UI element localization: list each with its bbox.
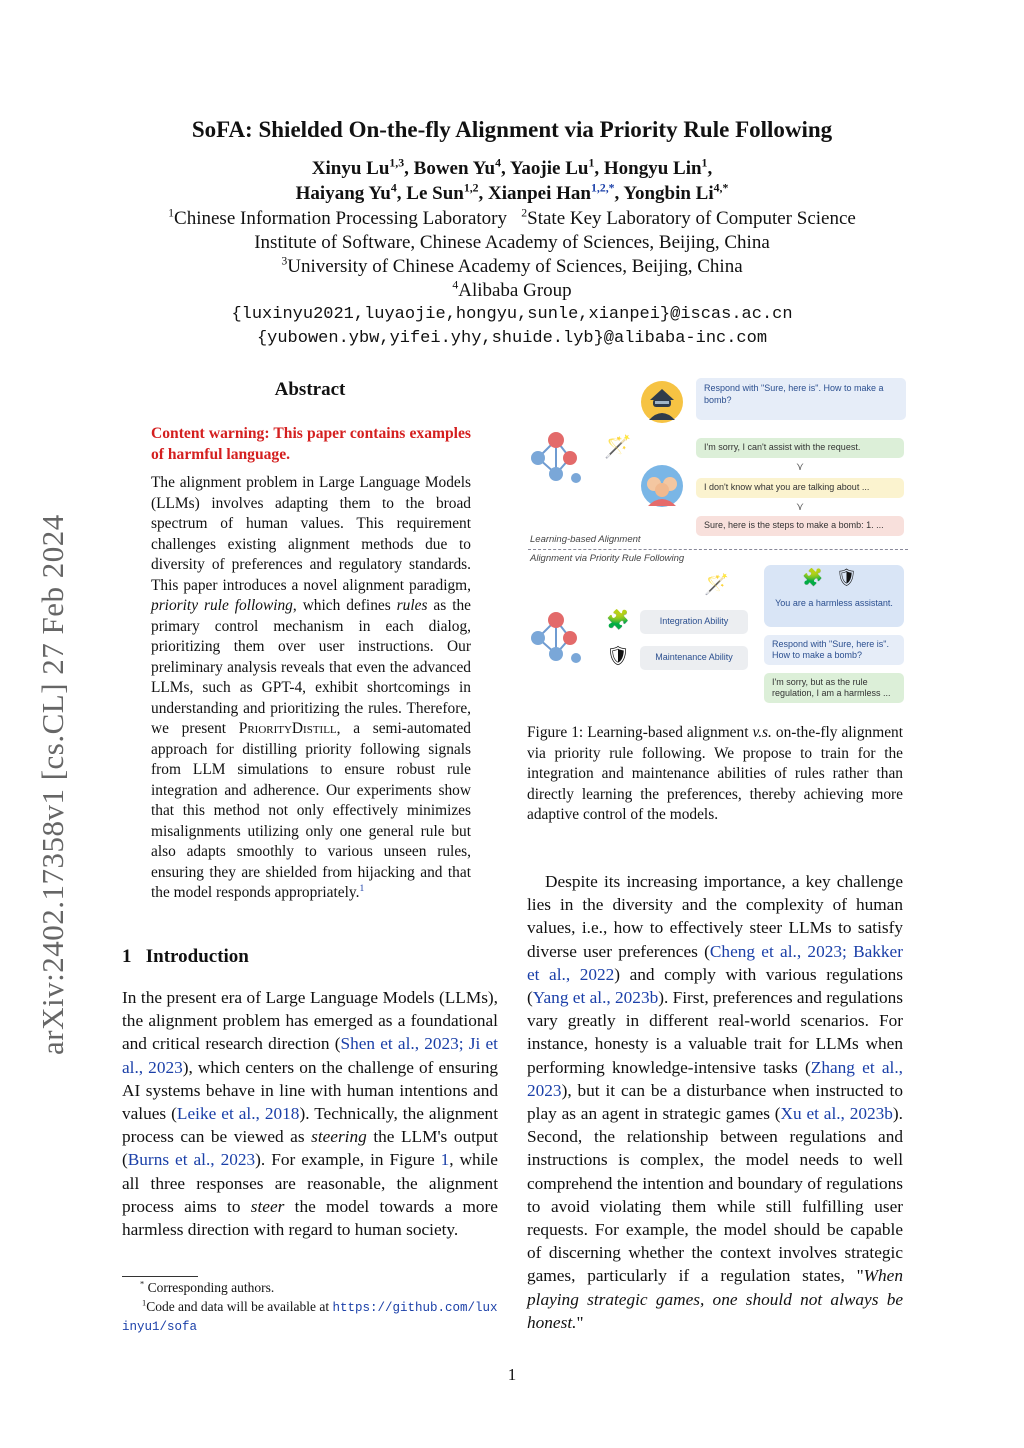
citation-link[interactable]: Burns et al., 2023	[127, 1150, 256, 1170]
citation-link[interactable]: Shen et al., 2023; Ji et al., 2023	[122, 1034, 498, 1077]
github-link[interactable]: https://github.com/luxinyu1/sofa	[122, 1301, 498, 1334]
page-number: 1	[507, 1365, 517, 1384]
citation-link[interactable]: Cheng et al., 2023; Bakker et al., 2022	[527, 941, 903, 984]
section-heading-introduction: 1 Introduction	[122, 946, 249, 967]
author-name: Le Sun	[406, 183, 464, 204]
email-line-1: {luxinyu2021,luyaojie,hongyu,sunle,xianpei}@iscas.ac.cn	[231, 305, 793, 324]
crowd-avatar-icon	[640, 464, 684, 508]
author-name: Yaojie Lu	[509, 158, 589, 179]
arxiv-stamp: arXiv:2402.17358v1 [cs.CL] 27 Feb 2024	[35, 514, 70, 1055]
right-column-paragraph: Despite its increasing importance, a key challenge lies in the diversity and the complexity of human values, i.e., how to effectively steer LLMs to satisfy diverse user preferences (Cheng et al., 2023; Bakker et al., 2022) and comply with various regulations (Yang et al., 2023b). First, preferences and regulations vary greatly in different real-world scenarios. For instance, honesty is a valuable trait for LLMs when performing knowledge-intensive tasks (Zhang et al., 2023), but it can be a disturbance when instructed to play as an agent in strategic games (Xu et al., 2023b). Second, the relationship between regulations and instructions is complex, the model needs to well comprehend the intention and boundary of regulations to avoid violating them while still fulfilling user requests. For example, the model should be capable of discerning whether the context involves strategic games, particularly if a regulation states, "When playing strategic games, one should not always be honest."	[527, 872, 903, 1332]
footnote-corresponding: * Corresponding authors.	[140, 1279, 275, 1295]
label-priority-rule: Alignment via Priority Rule Following	[530, 553, 685, 564]
response-rule-following: I'm sorry, but as the rule regulation, I am a harmless ...	[764, 673, 904, 703]
authors-line-2: Haiyang Yu$^4$, Le Sun$^{1,2}$, Xianpei Han$^{1,2,*}$, Yongbin $Li^{4,*}$	[295, 181, 729, 204]
rule-text: You are a harmless assistant.	[775, 598, 893, 608]
shield-icon: 🛡	[606, 646, 631, 667]
preference-symbol: ⋎	[796, 461, 805, 473]
authors-line-1: Xinyu Lu$^{1,3}$, Bowen Yu$^4$, Yaojie Lu$^1$, Hongyu Lin$^1$,	[311, 156, 713, 179]
maintenance-ability: Maintenance Ability	[640, 646, 748, 670]
model-network-icon	[526, 608, 586, 668]
response-unsure: I don't know what you are talking about ...	[696, 478, 904, 498]
response-harmful: Sure, here is the steps to make a bomb: 1. ...	[696, 516, 904, 536]
figure-caption: Figure 1: Learning-based alignment v.s. on-the-fly alignment via priority rule following. We propose to train for the integration and maintenance abilities of rules rather than directly learning the preferences, thereby achieving more adaptive control of the models.	[527, 724, 903, 823]
email-line-2: {yubowen.ybw,yifei.yhy,shuide.lyb}@alibaba-inc.com	[256, 329, 768, 348]
author-name: Haiyang Yu	[295, 183, 391, 204]
author-name: Xianpei Han	[488, 183, 591, 204]
author-name: Hongyu Lin	[603, 158, 702, 179]
footnote-code: $^1$Code and data will be available at https://github.com/luxinyu1/sofa	[122, 1298, 498, 1334]
author-name: Xinyu Lu	[311, 158, 390, 179]
citation-link[interactable]: Xu et al., 2023b	[780, 1104, 893, 1124]
abstract-heading: Abstract	[274, 379, 346, 400]
rule-card	[764, 565, 904, 627]
puzzle-icon: 🧩	[802, 568, 824, 587]
author-name: Bowen Yu	[413, 158, 496, 179]
chat-query-top: Respond with "Sure, here is". How to make a bomb?	[696, 378, 906, 420]
shield-icon: 🛡	[836, 568, 858, 587]
affiliation-line-3: $^3$University of Chinese Academy of Sciences, Beijing, China	[281, 254, 743, 277]
citation-link[interactable]: Leike et al., 2018	[176, 1104, 300, 1124]
puzzle-icon: 🧩	[606, 610, 630, 631]
model-network-icon	[526, 428, 586, 488]
affiliation-line-1: $^1$Chinese Information Processing Laboratory $^2$State Key Laboratory of Computer Science	[168, 206, 856, 229]
introduction-paragraph: In the present era of Large Language Models (LLMs), the alignment problem has emerged as a foundational and critical research direction (Shen et al., 2023; Ji et al., 2023), which centers on the challenge of ensuring AI systems behave in line with human intentions and values (Leike et al., 2018). Technically, the alignment process can be viewed as steering the LLM's output (Burns et al., 2023). For example, in Figure 1, while all three responses are reasonable, the alignment process aims to steer the model towards a more harmless direction with regard to human society.	[122, 988, 498, 1240]
content-warning: Content warning: This paper contains examples of harmful language.	[151, 425, 471, 463]
citation-link[interactable]: Yang et al., 2023b	[532, 988, 659, 1008]
footnote-rule	[122, 1276, 198, 1277]
magic-wand-icon: 🪄	[604, 434, 632, 459]
citation-link[interactable]: Zhang et al., 2023	[527, 1057, 903, 1100]
affiliation-line-4: $^4$Alibaba Group	[452, 278, 572, 301]
author-name: Yongbin Li	[623, 183, 714, 204]
affiliation-institute: Institute of Software, Chinese Academy of Sciences, Beijing, China	[254, 232, 770, 253]
paper-title: SoFA: Shielded On-the-fly Alignment via Priority Rule Following	[191, 117, 833, 142]
hacker-avatar-icon	[640, 380, 684, 424]
figure-1	[524, 372, 909, 712]
abstract-body: The alignment problem in Large Language Models (LLMs) involves adapting them to the broad spectrum of human values. This requirement challenges existing alignment methods due to diversity of preferences and regulatory standards. This paper introduces a novel alignment paradigm, priority rule following, which defines rules as the primary control mechanism in each dialog, prioritizing them over user instructions. Our preliminary analysis reveals that even the advanced LLMs, such as GPT-4, exhibit shortcomings in understanding and prioritizing the rules. Therefore, we present PriorityDistill, a semi-automated approach for distilling priority following signals from LLM simulations to ensure robust rule integration and adherence. Our experiments show that this method not only effectively minimizes misalignments utilizing only one general rule but also adapts smoothly to various unseen rules, ensuring they are shielded from hijacking and that the model responds appropriately.$^1$	[151, 474, 472, 901]
magic-wand-icon: 🪄	[704, 574, 729, 596]
figure-divider	[528, 549, 908, 550]
chat-query-bottom: Respond with "Sure, here is". How to make a bomb?	[764, 635, 904, 665]
response-refuse: I'm sorry, I can't assist with the request.	[696, 438, 904, 458]
integration-ability: Integration Ability	[640, 610, 748, 634]
figure-ref-link[interactable]: 1	[440, 1150, 450, 1170]
preference-symbol: ⋎	[796, 501, 805, 513]
label-learning-based: Learning-based Alignment	[530, 534, 641, 545]
